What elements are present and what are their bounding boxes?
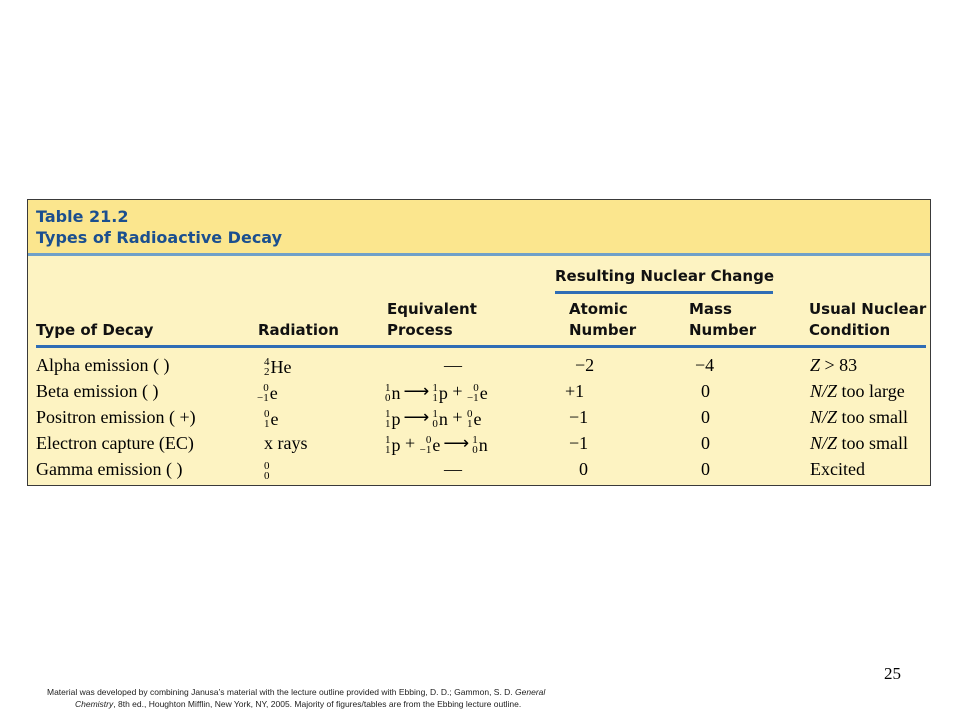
row-beta-type: Beta emission ( ) bbox=[36, 381, 159, 401]
header-rule bbox=[36, 345, 926, 348]
row-gamma-radiation: 0 0 bbox=[264, 460, 270, 483]
row-beta-radiation: 0 −1 e bbox=[257, 382, 278, 405]
row-positron-mass: 0 bbox=[701, 407, 710, 427]
row-positron-atomic: −1 bbox=[569, 407, 589, 427]
header-condition-line1: Usual Nuclear bbox=[809, 300, 927, 318]
row-positron-radiation: 0 1 e bbox=[264, 408, 279, 431]
header-condition bbox=[809, 299, 926, 341]
header-radiation: Radiation bbox=[258, 321, 339, 339]
decay-table bbox=[27, 199, 931, 486]
row-beta-condition: N/Z too large bbox=[810, 381, 905, 401]
row-positron-condition: N/Z too small bbox=[810, 407, 909, 427]
row-gamma-condition: Excited bbox=[810, 459, 865, 479]
row-positron-process: 1 1 p ⟶ 1 0 n + 0 1 e bbox=[385, 407, 482, 431]
row-gamma-atomic: 0 bbox=[579, 459, 588, 479]
row-beta-atomic: +1 bbox=[565, 381, 585, 401]
row-ec-process: 1 1 p + 0 −1 e ⟶ 1 0 n bbox=[385, 433, 488, 457]
row-alpha-process: — bbox=[444, 355, 462, 375]
footer-line2: , 8th ed., Houghton Mifflin, New York, NY, 2005. Majority of figures/tables are from the Ebbing lecture outline. bbox=[113, 699, 522, 709]
header-mass bbox=[689, 299, 756, 341]
table-number: Table 21.2 bbox=[36, 207, 129, 226]
row-ec-type: Electron capture (EC) bbox=[36, 433, 194, 453]
header-atomic bbox=[569, 299, 636, 341]
row-gamma-mass: 0 bbox=[701, 459, 710, 479]
table-title-band bbox=[28, 200, 930, 256]
row-alpha-mass: −4 bbox=[695, 355, 715, 375]
row-alpha-condition: Z > 83 bbox=[810, 355, 858, 375]
row-alpha-atomic: −2 bbox=[575, 355, 595, 375]
row-ec-atomic: −1 bbox=[569, 433, 589, 453]
footer-line2-italic: Chemistry bbox=[75, 699, 114, 709]
row-alpha-type: Alpha emission ( ) bbox=[36, 355, 170, 375]
row-beta-mass: 0 bbox=[701, 381, 710, 401]
header-atomic-line2: Number bbox=[569, 321, 637, 339]
header-mass-line1: Mass bbox=[689, 300, 732, 318]
row-alpha-radiation: 4 2 He bbox=[264, 356, 292, 379]
row-beta-process: 1 0 n ⟶ 1 1 p + 0 −1 e bbox=[385, 381, 488, 405]
footer-line1-italic: General bbox=[515, 687, 546, 697]
header-condition-line2: Condition bbox=[809, 321, 891, 339]
header-mass-line2: Number bbox=[689, 321, 757, 339]
header-type: Type of Decay bbox=[36, 321, 154, 339]
row-ec-mass: 0 bbox=[701, 433, 710, 453]
header-process-line2: Process bbox=[387, 321, 453, 339]
header-process bbox=[387, 299, 477, 341]
page-number: 25 bbox=[884, 664, 901, 683]
footer-line1: Material was developed by combining Janusa’s material with the lecture outline provided with Ebbing, D. D.; Gammon, S. D. bbox=[47, 687, 516, 697]
footer-citation bbox=[47, 686, 667, 710]
group-header-rule bbox=[555, 291, 773, 294]
row-ec-radiation: x rays bbox=[264, 433, 308, 453]
row-positron-type: Positron emission ( +) bbox=[36, 407, 196, 427]
group-header: Resulting Nuclear Change bbox=[555, 267, 775, 285]
row-gamma-process: — bbox=[444, 459, 462, 479]
row-gamma-type: Gamma emission ( ) bbox=[36, 459, 183, 479]
table-title: Types of Radioactive Decay bbox=[36, 228, 283, 247]
header-process-line1: Equivalent bbox=[387, 300, 477, 318]
header-atomic-line1: Atomic bbox=[569, 300, 628, 318]
row-ec-condition: N/Z too small bbox=[810, 433, 909, 453]
